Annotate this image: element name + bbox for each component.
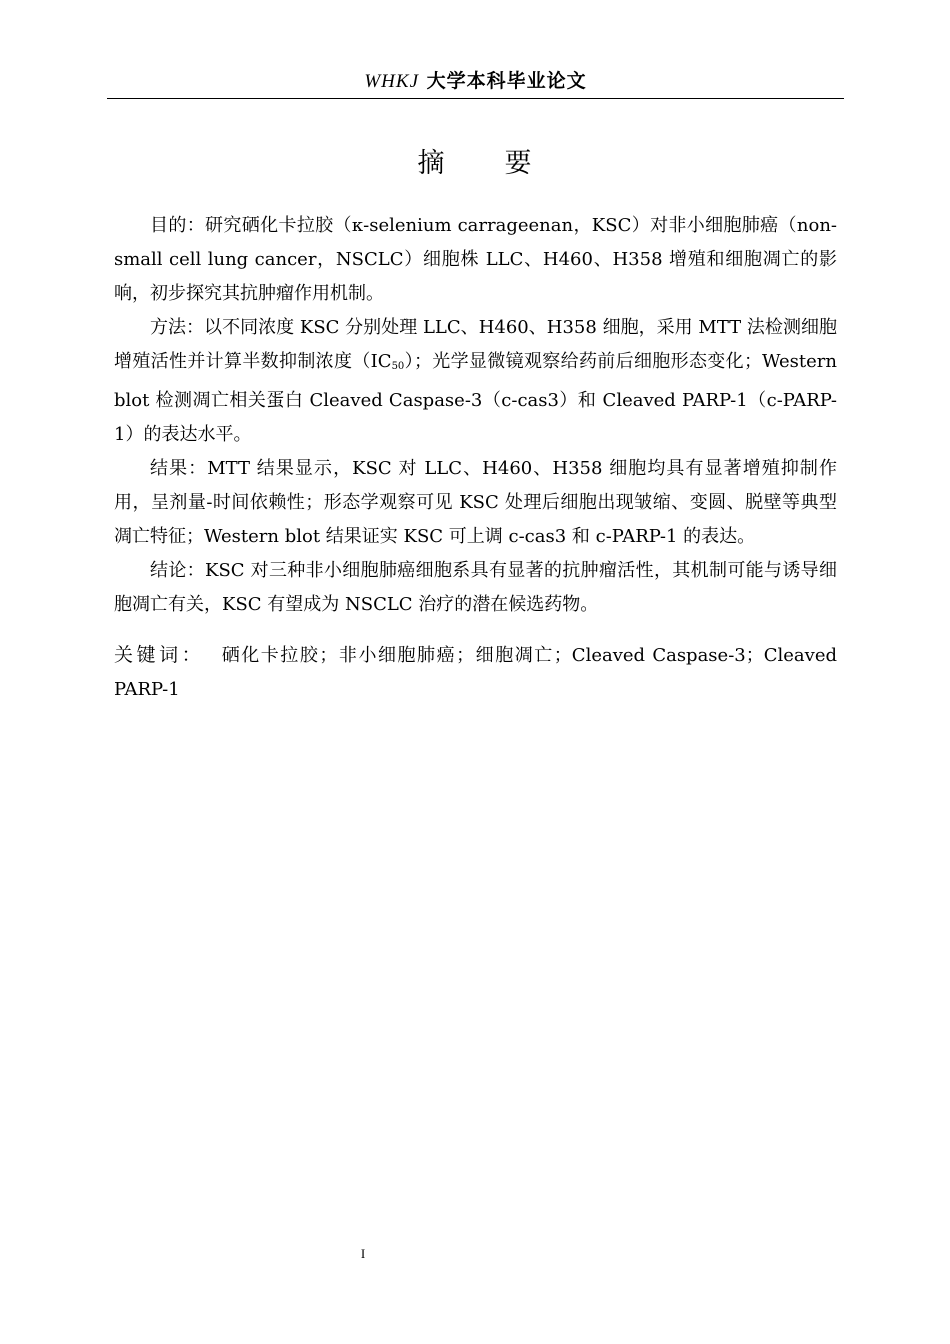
- header-latin: WHKJ: [364, 71, 420, 92]
- keywords-label: 关键词：: [114, 644, 205, 666]
- page-header: [107, 66, 844, 99]
- keywords-value: 硒化卡拉胶；非小细胞肺癌；细胞凋亡；Cleaved Caspase-3；Cleaved PARP-1: [114, 645, 837, 700]
- methods-text-b: ）；光学显微镜观察给药前后细胞形态变化；Western blot 检测凋亡相关蛋白 Cleaved Caspase-3（c-cas3）和 Cleaved PARP-1（c-PARP-1）的表达水平。: [114, 351, 837, 445]
- title-char-2: 要: [504, 148, 534, 179]
- purpose-paragraph: 目的：研究硒化卡拉胶（κ-selenium carrageenan，KSC）对非小细胞肺癌（non-small cell lung cancer，NSCLC）细胞株 LLC、H460、H358 增殖和细胞凋亡的影响，初步探究其抗肿瘤作用机制。: [114, 215, 837, 304]
- keywords-paragraph: [114, 638, 837, 707]
- ic50-subscript: 50: [391, 361, 405, 372]
- methods-text-a: 方法：以不同浓度 KSC 分别处理 LLC、H460、H358 细胞，采用 MTT 法检测细胞增殖活性并计算半数抑制浓度（IC: [114, 317, 837, 372]
- header-title: 大学本科毕业论文: [419, 70, 587, 92]
- title-char-1: 摘: [417, 148, 447, 179]
- abstract-body: [114, 209, 837, 707]
- results-paragraph: 结果：MTT 结果显示，KSC 对 LLC、H460、H358 细胞均具有显著增殖抑制作用，呈剂量-时间依赖性；形态学观察可见 KSC 处理后细胞出现皱缩、变圆、脱壁等典型凋亡特征；Western blot 结果证实 KSC 可上调 c-cas3 和 c-PARP-1 的表达。: [114, 458, 837, 547]
- methods-paragraph: [114, 311, 837, 452]
- abstract-title: [107, 142, 844, 186]
- page-number: I: [360, 1246, 366, 1261]
- conclusion-paragraph: 结论：KSC 对三种非小细胞肺癌细胞系具有显著的抗肿瘤活性，其机制可能与诱导细胞凋亡有关，KSC 有望成为 NSCLC 治疗的潜在候选药物。: [114, 560, 837, 615]
